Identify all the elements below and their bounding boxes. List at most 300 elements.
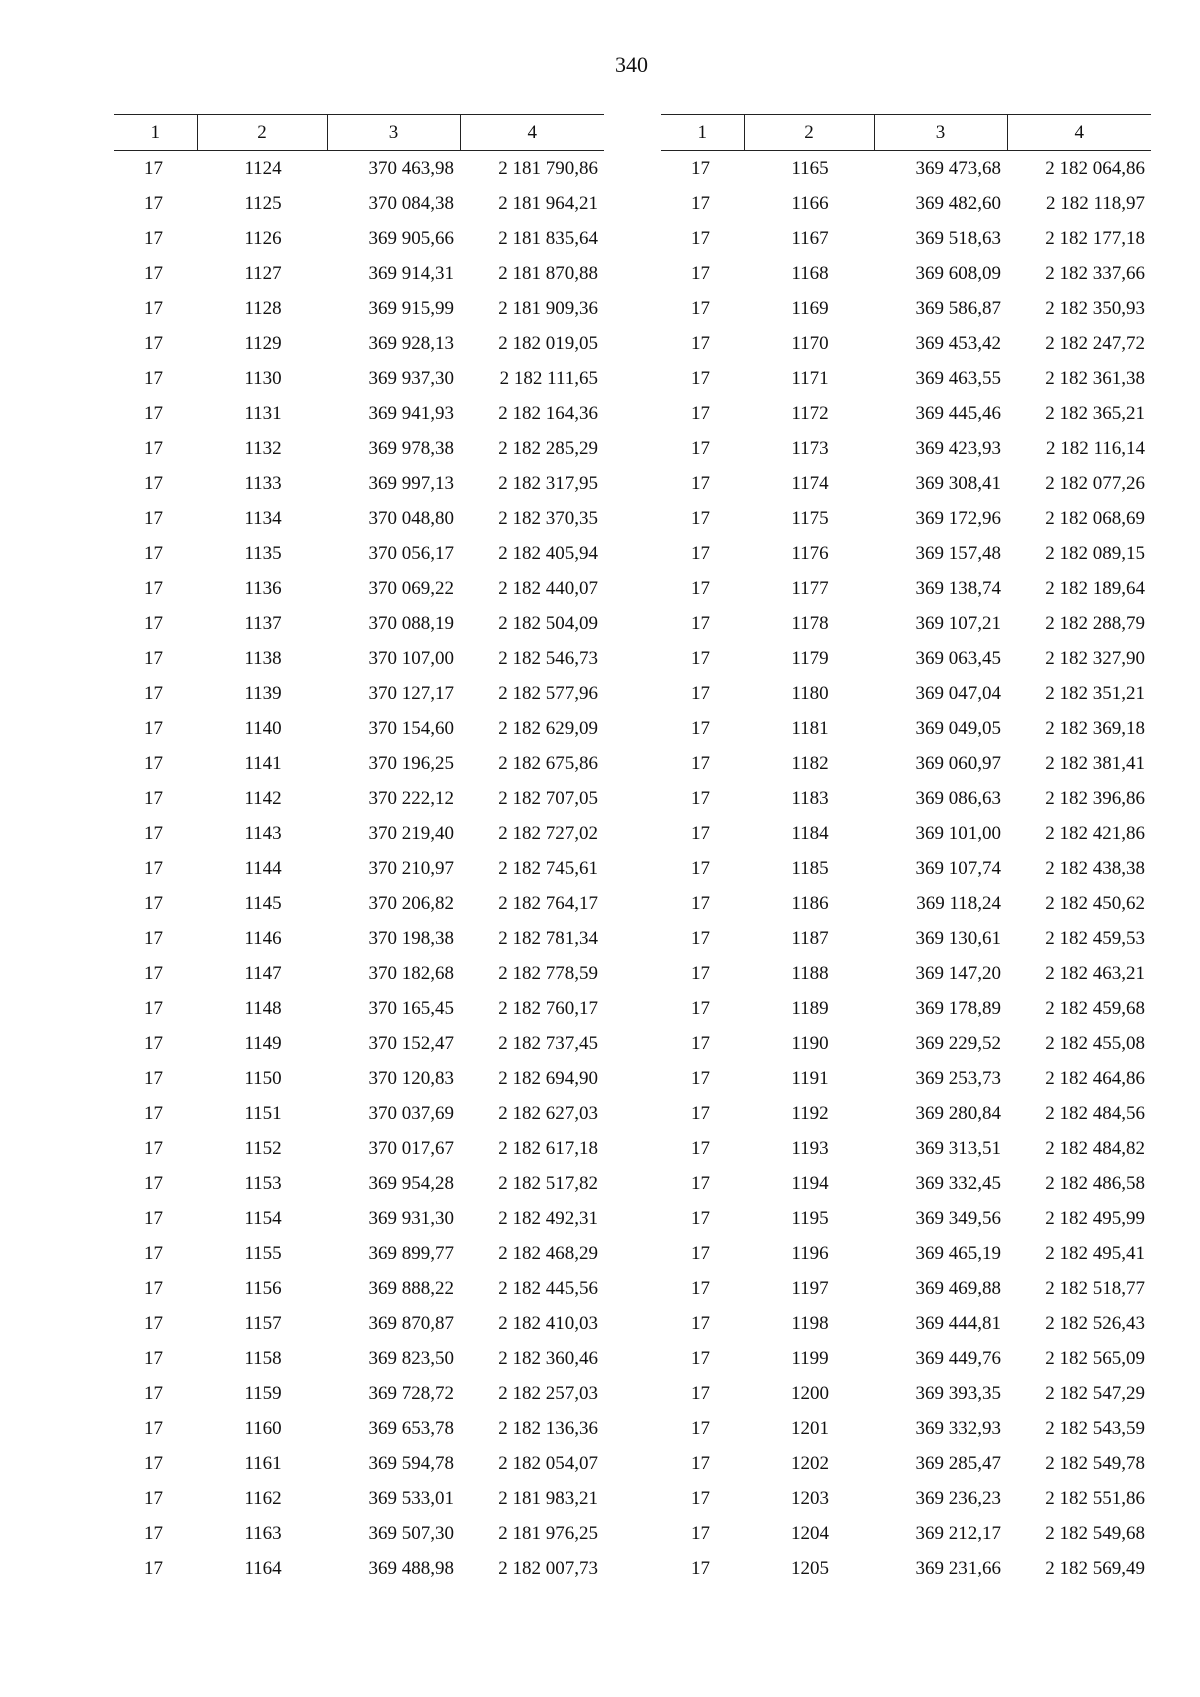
page-number: 340	[615, 52, 648, 77]
x-coordinate-cell: 369 253,73	[915, 1067, 1001, 1089]
x-coordinate-cell: 369 332,93	[915, 1417, 1001, 1439]
y-coordinate-cell: 2 182 116,14	[1045, 437, 1145, 459]
point-number-cell: 1194	[791, 1172, 829, 1194]
point-number-cell: 1185	[791, 857, 829, 879]
x-coordinate-cell: 370 198,38	[368, 927, 454, 949]
table-row	[114, 1306, 604, 1341]
table-row	[114, 886, 604, 921]
zone-cell: 17	[144, 402, 163, 424]
table-row	[661, 431, 1151, 466]
zone-cell: 17	[691, 612, 710, 634]
point-number-cell: 1193	[791, 1137, 829, 1159]
table-row	[661, 1516, 1151, 1551]
table-row	[114, 151, 604, 187]
zone-cell: 17	[691, 1487, 710, 1509]
point-number-cell: 1126	[244, 227, 282, 249]
x-coordinate-cell: 369 157,48	[915, 542, 1001, 564]
point-number-cell: 1140	[244, 717, 282, 739]
x-coordinate-cell: 369 172,96	[915, 507, 1001, 529]
zone-cell: 17	[691, 332, 710, 354]
table-row	[661, 466, 1151, 501]
table-row	[661, 641, 1151, 676]
zone-cell: 17	[144, 752, 163, 774]
y-coordinate-cell: 2 182 459,68	[1045, 997, 1145, 1019]
x-coordinate-cell: 369 518,63	[915, 227, 1001, 249]
zone-cell: 17	[691, 472, 710, 494]
zone-cell: 17	[144, 367, 163, 389]
point-number-cell: 1180	[791, 682, 829, 704]
point-number-cell: 1178	[791, 612, 829, 634]
y-coordinate-cell: 2 182 495,99	[1045, 1207, 1145, 1229]
point-number-cell: 1139	[244, 682, 282, 704]
point-number-cell: 1150	[244, 1067, 282, 1089]
y-coordinate-cell: 2 182 445,56	[498, 1277, 598, 1299]
table-row	[114, 781, 604, 816]
x-coordinate-cell: 369 594,78	[368, 1452, 454, 1474]
table-row	[114, 291, 604, 326]
zone-cell: 17	[144, 612, 163, 634]
point-number-cell: 1155	[244, 1242, 282, 1264]
table-row	[114, 711, 604, 746]
x-coordinate-cell: 369 147,20	[915, 962, 1001, 984]
point-number-cell: 1130	[244, 367, 282, 389]
table-row	[661, 1306, 1151, 1341]
point-number-cell: 1177	[791, 577, 829, 599]
column-header: 2	[744, 115, 874, 151]
x-coordinate-cell: 369 533,01	[368, 1487, 454, 1509]
zone-cell: 17	[691, 402, 710, 424]
y-coordinate-cell: 2 182 459,53	[1045, 927, 1145, 949]
table-row	[114, 186, 604, 221]
point-number-cell: 1125	[244, 192, 282, 214]
table-row	[114, 1341, 604, 1376]
table-row	[114, 361, 604, 396]
y-coordinate-cell: 2 181 909,36	[498, 297, 598, 319]
point-number-cell: 1200	[791, 1382, 829, 1404]
x-coordinate-cell: 369 937,30	[368, 367, 454, 389]
table-row	[114, 1516, 604, 1551]
zone-cell: 17	[691, 752, 710, 774]
point-number-cell: 1145	[244, 892, 282, 914]
y-coordinate-cell: 2 182 760,17	[498, 997, 598, 1019]
point-number-cell: 1144	[244, 857, 282, 879]
y-coordinate-cell: 2 182 327,90	[1045, 647, 1145, 669]
zone-cell: 17	[144, 1312, 163, 1334]
table-header-row	[114, 115, 604, 151]
table-row	[114, 431, 604, 466]
zone-cell: 17	[691, 227, 710, 249]
x-coordinate-cell: 369 049,05	[915, 717, 1001, 739]
point-number-cell: 1195	[791, 1207, 829, 1229]
y-coordinate-cell: 2 182 727,02	[498, 822, 598, 844]
table-row	[661, 291, 1151, 326]
point-number-cell: 1196	[791, 1242, 829, 1264]
column-header: 1	[114, 115, 197, 151]
point-number-cell: 1204	[791, 1522, 829, 1544]
zone-cell: 17	[144, 332, 163, 354]
y-coordinate-cell: 2 182 764,17	[498, 892, 598, 914]
table-row	[114, 1236, 604, 1271]
y-coordinate-cell: 2 182 492,31	[498, 1207, 598, 1229]
point-number-cell: 1148	[244, 997, 282, 1019]
x-coordinate-cell: 369 313,51	[915, 1137, 1001, 1159]
zone-cell: 17	[144, 1347, 163, 1369]
zone-cell: 17	[691, 367, 710, 389]
zone-cell: 17	[691, 1312, 710, 1334]
y-coordinate-cell: 2 182 546,73	[498, 647, 598, 669]
table-row	[661, 256, 1151, 291]
x-coordinate-cell: 369 229,52	[915, 1032, 1001, 1054]
y-coordinate-cell: 2 181 790,86	[498, 157, 598, 179]
point-number-cell: 1163	[244, 1522, 282, 1544]
table-row	[661, 1061, 1151, 1096]
y-coordinate-cell: 2 182 517,82	[498, 1172, 598, 1194]
point-number-cell: 1167	[791, 227, 829, 249]
zone-cell: 17	[691, 1102, 710, 1124]
table-row	[114, 221, 604, 256]
point-number-cell: 1162	[244, 1487, 282, 1509]
zone-cell: 17	[144, 822, 163, 844]
table-row	[661, 186, 1151, 221]
y-coordinate-cell: 2 181 983,21	[498, 1487, 598, 1509]
table-body	[114, 151, 604, 1587]
zone-cell: 17	[144, 1032, 163, 1054]
y-coordinate-cell: 2 182 396,86	[1045, 787, 1145, 809]
point-number-cell: 1156	[244, 1277, 282, 1299]
column-header: 4	[460, 115, 604, 151]
x-coordinate-cell: 369 308,41	[915, 472, 1001, 494]
x-coordinate-cell: 370 120,83	[368, 1067, 454, 1089]
zone-cell: 17	[691, 857, 710, 879]
y-coordinate-cell: 2 182 518,77	[1045, 1277, 1145, 1299]
table-row	[114, 571, 604, 606]
y-coordinate-cell: 2 182 164,36	[498, 402, 598, 424]
y-coordinate-cell: 2 182 781,34	[498, 927, 598, 949]
y-coordinate-cell: 2 182 504,09	[498, 612, 598, 634]
zone-cell: 17	[691, 682, 710, 704]
y-coordinate-cell: 2 182 247,72	[1045, 332, 1145, 354]
point-number-cell: 1192	[791, 1102, 829, 1124]
point-number-cell: 1174	[791, 472, 829, 494]
table-row	[661, 1446, 1151, 1481]
x-coordinate-cell: 369 905,66	[368, 227, 454, 249]
zone-cell: 17	[691, 262, 710, 284]
x-coordinate-cell: 369 823,50	[368, 1347, 454, 1369]
table-row	[114, 1166, 604, 1201]
table-row	[661, 1096, 1151, 1131]
x-coordinate-cell: 369 931,30	[368, 1207, 454, 1229]
x-coordinate-cell: 370 463,98	[368, 157, 454, 179]
point-number-cell: 1176	[791, 542, 829, 564]
zone-cell: 17	[144, 1452, 163, 1474]
x-coordinate-cell: 369 653,78	[368, 1417, 454, 1439]
point-number-cell: 1131	[244, 402, 282, 424]
zone-cell: 17	[691, 962, 710, 984]
table-row	[114, 676, 604, 711]
x-coordinate-cell: 369 285,47	[915, 1452, 1001, 1474]
zone-cell: 17	[691, 822, 710, 844]
zone-cell: 17	[691, 437, 710, 459]
x-coordinate-cell: 369 332,45	[915, 1172, 1001, 1194]
x-coordinate-cell: 369 488,98	[368, 1557, 454, 1579]
table-row	[661, 956, 1151, 991]
x-coordinate-cell: 370 154,60	[368, 717, 454, 739]
zone-cell: 17	[691, 1067, 710, 1089]
table-row	[114, 1481, 604, 1516]
zone-cell: 17	[144, 1277, 163, 1299]
zone-cell: 17	[144, 717, 163, 739]
zone-cell: 17	[144, 227, 163, 249]
column-header: 4	[1007, 115, 1151, 151]
x-coordinate-cell: 369 449,76	[915, 1347, 1001, 1369]
x-coordinate-cell: 369 453,42	[915, 332, 1001, 354]
point-number-cell: 1135	[244, 542, 282, 564]
zone-cell: 17	[144, 962, 163, 984]
zone-cell: 17	[691, 647, 710, 669]
y-coordinate-cell: 2 182 350,93	[1045, 297, 1145, 319]
y-coordinate-cell: 2 182 526,43	[1045, 1312, 1145, 1334]
x-coordinate-cell: 369 107,74	[915, 857, 1001, 879]
point-number-cell: 1151	[244, 1102, 282, 1124]
zone-cell: 17	[691, 1382, 710, 1404]
table-row	[114, 326, 604, 361]
table-row	[661, 886, 1151, 921]
y-coordinate-cell: 2 182 629,09	[498, 717, 598, 739]
zone-cell: 17	[144, 1207, 163, 1229]
y-coordinate-cell: 2 182 068,69	[1045, 507, 1145, 529]
x-coordinate-cell: 369 888,22	[368, 1277, 454, 1299]
zone-cell: 17	[691, 157, 710, 179]
x-coordinate-cell: 370 048,80	[368, 507, 454, 529]
y-coordinate-cell: 2 182 627,03	[498, 1102, 598, 1124]
table-row	[114, 466, 604, 501]
table-row	[114, 1201, 604, 1236]
table-row	[661, 921, 1151, 956]
x-coordinate-cell: 369 928,13	[368, 332, 454, 354]
y-coordinate-cell: 2 182 351,21	[1045, 682, 1145, 704]
table-row	[661, 781, 1151, 816]
point-number-cell: 1153	[244, 1172, 282, 1194]
zone-cell: 17	[144, 1417, 163, 1439]
point-number-cell: 1186	[791, 892, 829, 914]
y-coordinate-cell: 2 182 365,21	[1045, 402, 1145, 424]
x-coordinate-cell: 369 870,87	[368, 1312, 454, 1334]
point-number-cell: 1157	[244, 1312, 282, 1334]
y-coordinate-cell: 2 182 118,97	[1045, 192, 1145, 214]
table-row	[114, 956, 604, 991]
x-coordinate-cell: 369 060,97	[915, 752, 1001, 774]
zone-cell: 17	[691, 1207, 710, 1229]
zone-cell: 17	[144, 647, 163, 669]
zone-cell: 17	[144, 472, 163, 494]
column-header: 3	[874, 115, 1007, 151]
y-coordinate-cell: 2 182 410,03	[498, 1312, 598, 1334]
table-row	[114, 1446, 604, 1481]
table-row	[114, 1376, 604, 1411]
point-number-cell: 1173	[791, 437, 829, 459]
y-coordinate-cell: 2 182 464,86	[1045, 1067, 1145, 1089]
y-coordinate-cell: 2 182 064,86	[1045, 157, 1145, 179]
table-row	[661, 676, 1151, 711]
x-coordinate-cell: 369 586,87	[915, 297, 1001, 319]
y-coordinate-cell: 2 182 569,49	[1045, 1557, 1145, 1579]
point-number-cell: 1171	[791, 367, 829, 389]
y-coordinate-cell: 2 182 381,41	[1045, 752, 1145, 774]
x-coordinate-cell: 369 349,56	[915, 1207, 1001, 1229]
x-coordinate-cell: 369 915,99	[368, 297, 454, 319]
y-coordinate-cell: 2 182 484,82	[1045, 1137, 1145, 1159]
point-number-cell: 1187	[791, 927, 829, 949]
table-row	[661, 816, 1151, 851]
x-coordinate-cell: 369 914,31	[368, 262, 454, 284]
x-coordinate-cell: 369 107,21	[915, 612, 1001, 634]
zone-cell: 17	[144, 997, 163, 1019]
zone-cell: 17	[144, 1382, 163, 1404]
table-row	[114, 606, 604, 641]
coordinates-table-left	[114, 114, 604, 1586]
zone-cell: 17	[144, 927, 163, 949]
table-row	[661, 606, 1151, 641]
point-number-cell: 1146	[244, 927, 282, 949]
table-row	[661, 1166, 1151, 1201]
zone-cell: 17	[144, 437, 163, 459]
zone-cell: 17	[691, 1137, 710, 1159]
zone-cell: 17	[691, 787, 710, 809]
x-coordinate-cell: 369 465,19	[915, 1242, 1001, 1264]
y-coordinate-cell: 2 182 549,78	[1045, 1452, 1145, 1474]
y-coordinate-cell: 2 182 421,86	[1045, 822, 1145, 844]
zone-cell: 17	[691, 577, 710, 599]
x-coordinate-cell: 369 236,23	[915, 1487, 1001, 1509]
column-header: 3	[327, 115, 460, 151]
point-number-cell: 1168	[791, 262, 829, 284]
zone-cell: 17	[144, 262, 163, 284]
table-row	[661, 1271, 1151, 1306]
x-coordinate-cell: 369 138,74	[915, 577, 1001, 599]
table-row	[661, 1026, 1151, 1061]
y-coordinate-cell: 2 182 468,29	[498, 1242, 598, 1264]
table-row	[114, 1551, 604, 1586]
table-row	[661, 221, 1151, 256]
x-coordinate-cell: 369 086,63	[915, 787, 1001, 809]
point-number-cell: 1184	[791, 822, 829, 844]
x-coordinate-cell: 369 444,81	[915, 1312, 1001, 1334]
y-coordinate-cell: 2 182 369,18	[1045, 717, 1145, 739]
y-coordinate-cell: 2 182 450,62	[1045, 892, 1145, 914]
zone-cell: 17	[691, 1522, 710, 1544]
point-number-cell: 1158	[244, 1347, 282, 1369]
point-number-cell: 1197	[791, 1277, 829, 1299]
point-number-cell: 1202	[791, 1452, 829, 1474]
y-coordinate-cell: 2 182 495,41	[1045, 1242, 1145, 1264]
table-header-row	[661, 115, 1151, 151]
x-coordinate-cell: 369 118,24	[916, 892, 1001, 914]
table-body	[661, 151, 1151, 1587]
zone-cell: 17	[144, 542, 163, 564]
table-row	[661, 501, 1151, 536]
table-row	[661, 1201, 1151, 1236]
zone-cell: 17	[144, 297, 163, 319]
y-coordinate-cell: 2 182 438,38	[1045, 857, 1145, 879]
point-number-cell: 1134	[244, 507, 282, 529]
zone-cell: 17	[144, 682, 163, 704]
zone-cell: 17	[691, 1032, 710, 1054]
point-number-cell: 1160	[244, 1417, 282, 1439]
x-coordinate-cell: 370 069,22	[368, 577, 454, 599]
y-coordinate-cell: 2 182 288,79	[1045, 612, 1145, 634]
y-coordinate-cell: 2 182 486,58	[1045, 1172, 1145, 1194]
y-coordinate-cell: 2 182 370,35	[498, 507, 598, 529]
table-row	[661, 151, 1151, 187]
x-coordinate-cell: 369 608,09	[915, 262, 1001, 284]
y-coordinate-cell: 2 182 337,66	[1045, 262, 1145, 284]
point-number-cell: 1132	[244, 437, 282, 459]
zone-cell: 17	[144, 1172, 163, 1194]
y-coordinate-cell: 2 182 111,65	[499, 367, 598, 389]
x-coordinate-cell: 370 206,82	[368, 892, 454, 914]
table-row	[661, 1411, 1151, 1446]
table-row	[661, 991, 1151, 1026]
table-row	[661, 396, 1151, 431]
table-row	[661, 326, 1151, 361]
y-coordinate-cell: 2 182 565,09	[1045, 1347, 1145, 1369]
x-coordinate-cell: 369 469,88	[915, 1277, 1001, 1299]
y-coordinate-cell: 2 182 136,36	[498, 1417, 598, 1439]
x-coordinate-cell: 370 152,47	[368, 1032, 454, 1054]
table-row	[114, 256, 604, 291]
zone-cell: 17	[144, 1137, 163, 1159]
table-row	[114, 991, 604, 1026]
point-number-cell: 1138	[244, 647, 282, 669]
table-row	[661, 1551, 1151, 1586]
x-coordinate-cell: 370 017,67	[368, 1137, 454, 1159]
point-number-cell: 1147	[244, 962, 282, 984]
point-number-cell: 1199	[791, 1347, 829, 1369]
point-number-cell: 1203	[791, 1487, 829, 1509]
y-coordinate-cell: 2 182 177,18	[1045, 227, 1145, 249]
x-coordinate-cell: 370 219,40	[368, 822, 454, 844]
x-coordinate-cell: 369 507,30	[368, 1522, 454, 1544]
point-number-cell: 1127	[244, 262, 282, 284]
y-coordinate-cell: 2 182 737,45	[498, 1032, 598, 1054]
zone-cell: 17	[144, 787, 163, 809]
zone-cell: 17	[144, 1522, 163, 1544]
point-number-cell: 1188	[791, 962, 829, 984]
zone-cell: 17	[691, 192, 710, 214]
point-number-cell: 1124	[244, 157, 282, 179]
x-coordinate-cell: 369 899,77	[368, 1242, 454, 1264]
y-coordinate-cell: 2 182 054,07	[498, 1452, 598, 1474]
x-coordinate-cell: 369 212,17	[915, 1522, 1001, 1544]
x-coordinate-cell: 370 056,17	[368, 542, 454, 564]
zone-cell: 17	[691, 892, 710, 914]
table-row	[114, 1411, 604, 1446]
table-row	[114, 1096, 604, 1131]
table-row	[114, 851, 604, 886]
point-number-cell: 1136	[244, 577, 282, 599]
y-coordinate-cell: 2 181 964,21	[498, 192, 598, 214]
point-number-cell: 1166	[791, 192, 829, 214]
point-number-cell: 1141	[244, 752, 282, 774]
table-row	[114, 501, 604, 536]
y-coordinate-cell: 2 182 484,56	[1045, 1102, 1145, 1124]
point-number-cell: 1169	[791, 297, 829, 319]
zone-cell: 17	[691, 1242, 710, 1264]
column-header: 2	[197, 115, 327, 151]
zone-cell: 17	[691, 297, 710, 319]
table-row	[661, 1341, 1151, 1376]
y-coordinate-cell: 2 182 547,29	[1045, 1382, 1145, 1404]
